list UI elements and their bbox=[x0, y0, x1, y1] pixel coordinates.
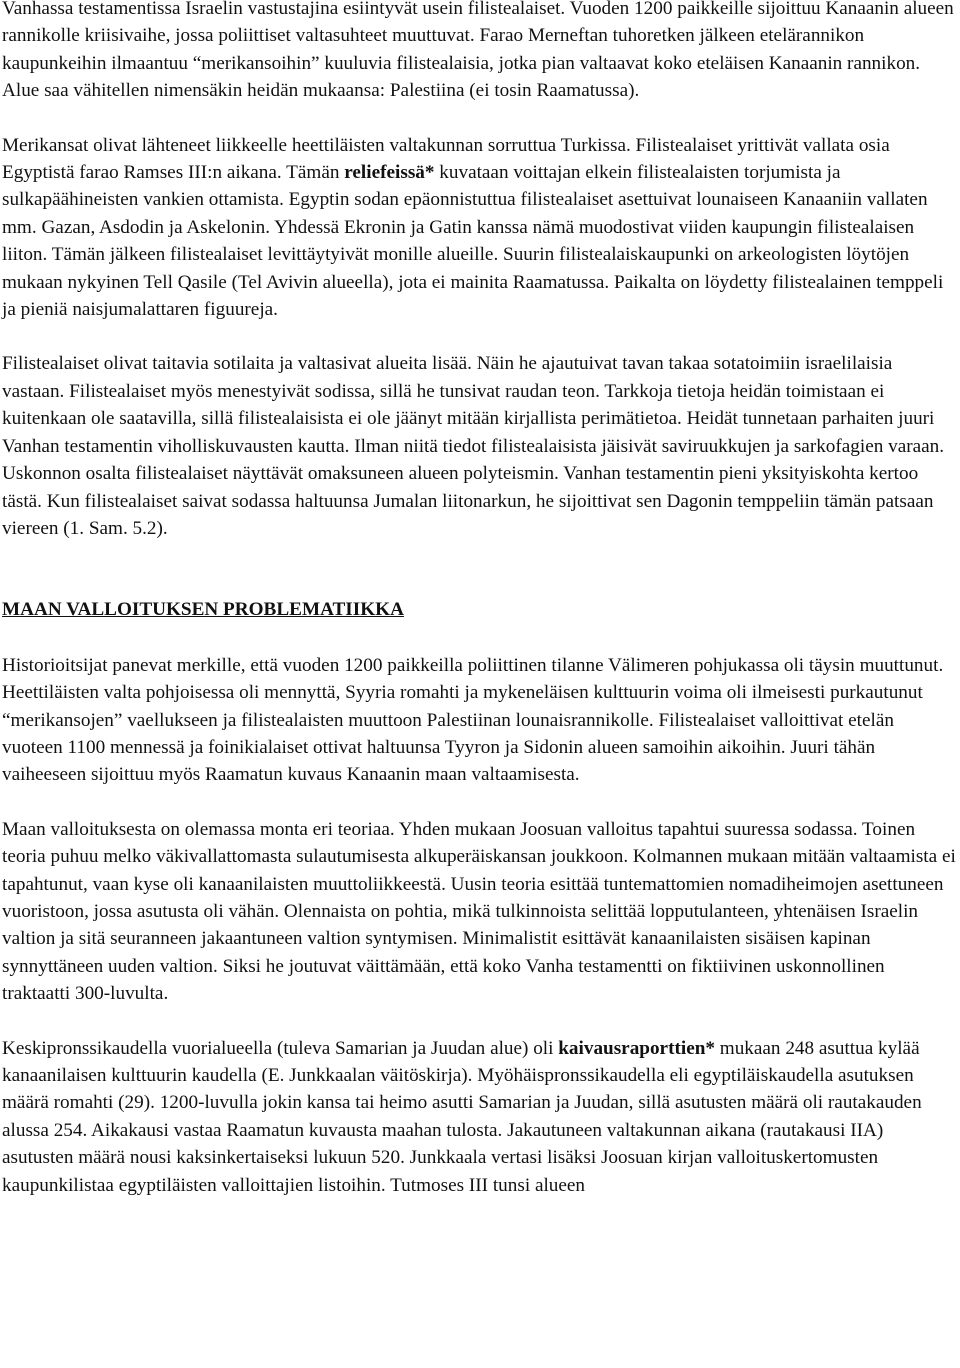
document-page bbox=[2, 0, 956, 1199]
bold-term-excavation-reports: kaivausraporttien* bbox=[558, 1037, 715, 1059]
text-run: Keskipronssikaudella vuorialueella (tuleva Samarian ja Juudan alue) oli bbox=[2, 1037, 559, 1059]
paragraph-conquest-theories: Maan valloituksesta on olemassa monta eri teoriaa. Yhden mukaan Joosuan valloitus tapahtui suuressa sodassa. Toinen teoria puhuu melko väkivallattomasta sulautumisesta alkuperäiskansan joukkoon. Kolmannen mukaan mitään valtaamista ei tapahtunut, vaan kyse oli kanaanilaisten muuttoliikkeestä. Uusin teoria esittää tuntemattomien nomadiheimojen asettuneen vuoristoon, jossa asutusta oli vähän. Olennaista on pohtia, mikä tulkinnoista selittää lopputulanteen, yhtenäisen Israelin valtion ja sitä seuranneen jakaantuneen valtion syntymisen. Minimalistit esittävät kanaanilaisten sisäisen kapinan synnyttäneen uuden valtion. Siksi he joutuvat väittämään, että koko Vanha testamentti on fiktiivinen uskonnollinen traktaatti 300-luvulta. bbox=[2, 818, 956, 1005]
paragraph-historians: Historioitsijat panevat merkille, että vuoden 1200 paikkeilla poliittinen tilanne Välimeren pohjukassa oli täysin muuttunut. Heettiläisten valta pohjoisessa oli mennyttä, Syyria romahti ja mykeneläisen kulttuurin voima oli ilmeisesti purkautunut “merikansojen” vaellukseen ja filistealaisten muuttoon Palestiinan lounaisrannikolle. Filistealaiset valloittivat etelän vuoteen 1100 mennessä ja foinikialaiset ottivat haltuunsa Tyyron ja Sidonin alueen samoihin aikoihin. Juuri tähän vaiheeseen sijoittuu myös Raamatun kuvaus Kanaanin maan valtaamisesta. bbox=[2, 654, 944, 786]
paragraph-spacer bbox=[2, 1008, 956, 1035]
paragraph-spacer bbox=[2, 789, 956, 816]
paragraph-spacer bbox=[2, 105, 956, 132]
text-run: Merikansat olivat lähteneet liikkeelle heettiläisten valtakunnan sorruttua Turkissa. Filistealaiset yrittivät vallata osia Egyptistä farao Ramses III:n aikana. Tämän bbox=[2, 134, 890, 184]
text-run: mukaan 248 asuttua kylää kanaanilaisen kulttuurin kaudella (E. Junkkaalan väitöskirja). Myöhäispronssikaudella eli egyptiläiskaudella asutuksen määrä romahti (29). 1200-luvulla jokin kansa tai heimo asutti Samarian ja Juudan, sillä asutusten määrä oli rautakauden alussa 254. Aikakausi vastaa Raamatun kuvausta maahan tulosta. Jakautuneen valtakunnan aikana (rautakausi IIA) asutusten määrä nousi kaksinkertaiseksi lukuun 520. Junkkaala vertasi lisäksi Joosuan kirjan valloituskertomusten kaupunkilistaa egyptiläisten valloittajien listoihin. Tutmoses III tunsi alueen bbox=[2, 1037, 922, 1196]
bold-term-reliefs: reliefeissä* bbox=[344, 162, 435, 184]
paragraph-sea-peoples bbox=[2, 132, 956, 324]
paragraph-spacer bbox=[2, 323, 956, 350]
paragraph-philistine-warfare: Filistealaiset olivat taitavia sotilaita ja valtasivat alueita lisää. Näin he ajautuivat tavan takaa sotatoimiin israelilaisia vastaan. Filistealaiset myös menestyivät sodissa, sillä he tunsivat raudan teon. Tarkkoja tietoja heidän toimistaan ei kuitenkaan ole saatavilla, sillä filistealaisista ei ole jäänyt mitään kirjallista perimätietoa. Heidät tunnetaan parhaiten juuri Vanhan testamentin viholliskuvausten kautta. Ilman niitä tiedot filistealaisista jäisivät saviruukkujen ja sarkofagien varaan. Uskonnon osalta filistealaiset näyttävät omaksuneen alueen polyteismin. Vanhan testamentin pieni yksityiskohta kertoo tästä. Kun filistealaiset saivat sodassa haltuunsa Jumalan liitonarkun, he sijoittivat sen Dagonin temppeliin tämän patsaan viereen (1. Sam. 5.2). bbox=[2, 353, 945, 539]
paragraph-philistines-intro: Vanhassa testamentissa Israelin vastustajina esiintyvät usein filistealaiset. Vuoden 1200 paikkeille sijoittuu Kanaanin alueen rannikolle kriisivaihe, jossa poliittiset valtasuhteet muuttuvat. Farao Merneftan tuhoretken jälkeen etelärannikon kaupunkeihin ilmaantuu “merikansoihin” kuuluvia filistealaisia, jotka pian valtaavat koko eteläisen Kanaanin rannikon. Alue saa vähitellen nimensäkin heidän mukaansa: Palestiina (ei tosin Raamatussa). bbox=[2, 0, 954, 102]
section-spacer bbox=[2, 542, 956, 596]
paragraph-archaeology bbox=[2, 1035, 956, 1199]
heading-spacer bbox=[2, 624, 956, 652]
text-run: kuvataan voittajan elkein filistealaisten torjumista ja sulkapäähineisten vankien ottamista. Egyptin sodan epäonnistuttua filistealaiset asettuivat lounaiseen Kanaaniin vallaten mm. Gazan, Asdodin ja Askelonin. Yhdessä Ekronin ja Gatin kanssa nämä muodostivat viiden kaupungin filistealaisen liiton. Tämän jälkeen filistealaiset levittäytyivät monille alueille. Suurin filistealaiskaupunki on arkeologisten löytöjen mukaan nykyinen Tell Qasile (Tel Avivin alueella), jota ei mainita Raamatussa. Paikalta on löydetty filistealainen temppeli ja pieniä naisjumalattaren figuureja. bbox=[2, 162, 944, 321]
section-heading: MAAN VALLOITUKSEN PROBLEMATIIKKA bbox=[2, 599, 404, 621]
